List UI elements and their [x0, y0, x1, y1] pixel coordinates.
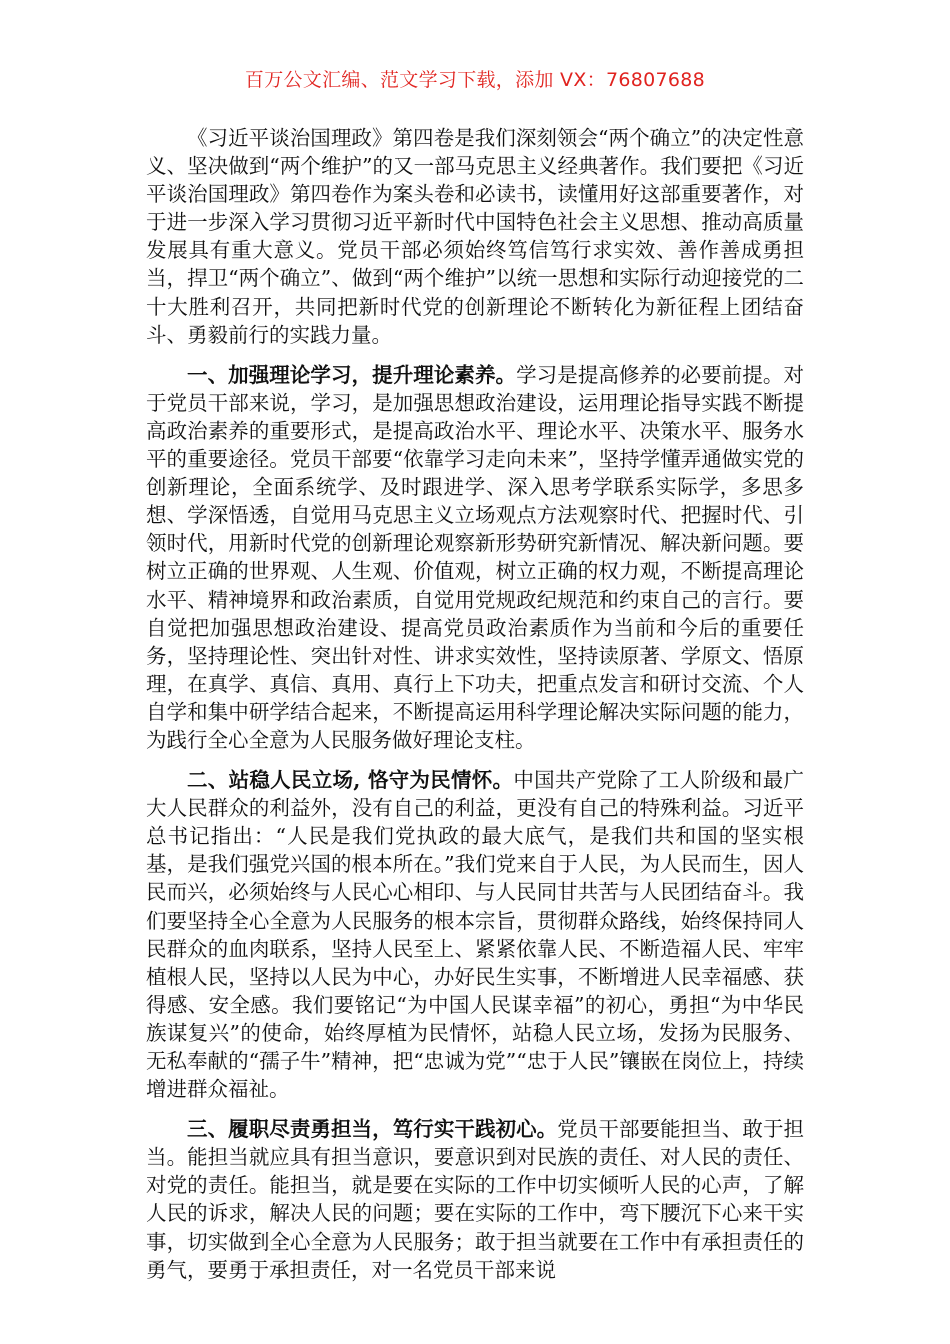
paragraph-intro — [146, 124, 804, 349]
section-heading: 二、站稳人民立场, 恪守为民情怀。 — [187, 768, 514, 793]
paragraph-section-2 — [146, 766, 804, 1103]
section-heading: 一、加强理论学习，提升理论素养。 — [187, 362, 517, 387]
paragraph-text: 学习是提高修养的必要前提。对于党员干部来说，学习，是加强思想政治建设，运用理论指导实践不断提高政治素养的重要形式，是提高政治水平、理论水平、决策水平、服务水平的重要途径。党员干部要“依靠学习走向未来”，坚持学懂弄通做实党的创新理论，全面系统学、及时跟进学、深入思考学联系实际学，多思多想、学深悟透，自觉用马克思主义立场观点方法观察时代、把握时代、引领时代，用新时代党的创新理论观察新形势研究新情况、解决新问题。要树立正确的世界观、人生观、价值观，树立正确的权力观，不断提高理论水平、精神境界和政治素质，自觉用党规政纪规范和约束自己的言行。要自觉把加强思想政治建设、提高党员政治素质作为当前和今后的重要任务，坚持理论性、突出针对性、讲求实效性，坚持读原著、学原文、悟原理，在真学、真信、真用、真行上下功夫，把重点发言和研讨交流、个人自学和集中研学结合起来，不断提高运用科学理论解决实际问题的能力，为践行全心全意为人民服务做好理论支柱。 — [146, 362, 805, 752]
section-heading: 三、履职尽责勇担当，笃行实干践初心。 — [187, 1117, 558, 1142]
paragraph-text: 党员干部要能担当、敢于担当。能担当就应具有担当意识，要意识到对民族的责任、对人民的责任、对党的责任。能担当，就是要在实际的工作中切实倾听人民的心声，了解人民的诉求，解决人民的问题；要在实际的工作中，弯下腰沉下心来干实事，切实做到全心全意为人民服务；敢于担当就要在工作中有承担责任的勇气，要勇于承担责任，对一名党员干部来说 — [146, 1117, 805, 1282]
paragraph-text: 《习近平谈治国理政》第四卷是我们深刻领会“两个确立”的决定性意义、坚决做到“两个维护”的又一部马克思主义经典著作。我们要把《习近平谈治国理政》第四卷作为案头卷和必读书，读懂用好这部重要著作，对于进一步深入学习贯彻习近平新时代中国特色社会主义思想、推动高质量发展具有重大意义。党员干部必须始终笃信笃行求实效、善作善成勇担当，捍卫“两个确立”、做到“两个维护”以统一思想和实际行动迎接党的二十大胜利召开，共同把新时代党的创新理论不断转化为新征程上团结奋斗、勇毅前行的实践力量。 — [146, 126, 804, 347]
paragraph-section-1 — [146, 361, 804, 754]
document-body — [146, 124, 804, 1296]
paragraph-text: 中国共产党除了工人阶级和最广大人民群众的利益外，没有自己的利益，更没有自己的特殊利益。习近平总书记指出：“人民是我们党执政的最大底气，是我们共和国的坚实根基，是我们强党兴国的根本所在。”我们党来自于人民，为人民而生，因人民而兴，必须始终与人民心心相印、与人民同甘共苦与人民团结奋斗。我们要坚持全心全意为人民服务的根本宗旨，贯彻群众路线，始终保持同人民群众的血肉联系，坚持人民至上、紧紧依靠人民、不断造福人民、牢牢植根人民，坚持以人民为中心，办好民生实事，不断增进人民幸福感、获得感、安全感。我们要铭记“为中国人民谋幸福”的初心，勇担“为中华民族谋复兴”的使命，始终厚植为民情怀，站稳人民立场，发扬为民服务、无私奉献的“孺子牛”精神，把“忠诚为党”“忠于人民”镶嵌在岗位上，持续增进群众福祉。 — [146, 768, 804, 1102]
watermark-header: 百万公文汇编、范文学习下载，添加 VX：76807688 — [244, 69, 706, 91]
paragraph-section-3 — [146, 1115, 804, 1284]
